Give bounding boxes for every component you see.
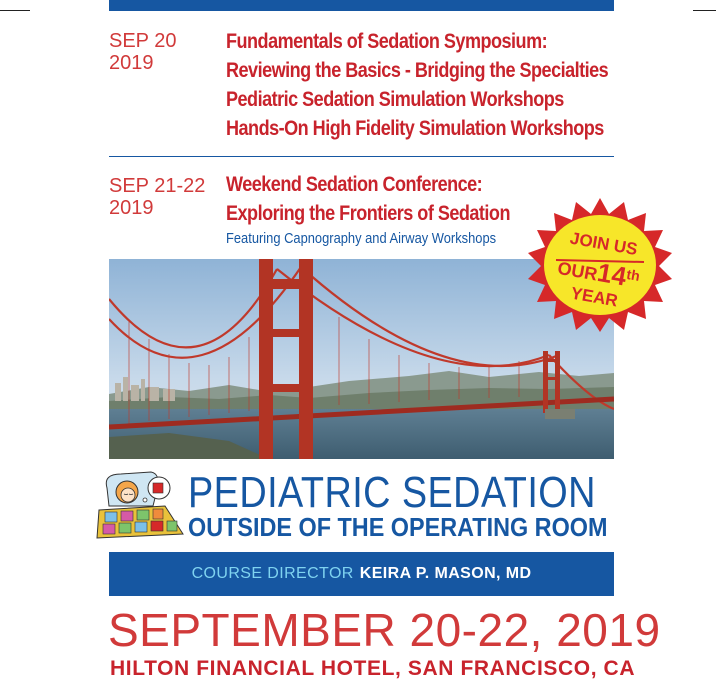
badge-our: OUR bbox=[556, 257, 599, 285]
event-date-banner: SEPTEMBER 20-22, 2019 bbox=[108, 604, 661, 656]
top-accent-bar bbox=[109, 0, 614, 11]
event-1-title-4: Hands-On High Fidelity Simulation Workshops bbox=[226, 117, 604, 140]
badge-text bbox=[515, 184, 685, 346]
badge-line-1: JOIN US bbox=[568, 228, 639, 260]
starburst-badge bbox=[526, 196, 674, 334]
mascot-drawing bbox=[95, 466, 185, 544]
main-title: PEDIATRIC SEDATION bbox=[188, 468, 596, 517]
event-1-date-year: 2019 bbox=[109, 52, 154, 74]
course-director-name: KEIRA P. MASON, MD bbox=[359, 565, 532, 582]
course-director-label: COURSE DIRECTOR bbox=[191, 565, 354, 582]
event-1-details bbox=[226, 27, 670, 143]
badge-line-3: YEAR bbox=[569, 283, 620, 311]
event-1-title-3: Pediatric Sedation Simulation Workshops bbox=[226, 88, 564, 111]
event-2-subtitle: Featuring Capnography and Airway Workshops bbox=[226, 230, 497, 247]
event-2-date bbox=[109, 175, 205, 219]
event-2-title-1: Weekend Sedation Conference: bbox=[226, 173, 483, 196]
event-divider bbox=[109, 156, 614, 157]
badge-ordinal: th bbox=[625, 265, 642, 284]
event-2-date-day: SEP 21-22 bbox=[109, 175, 206, 197]
event-2-title-2: Exploring the Frontiers of Sedation bbox=[226, 202, 510, 225]
main-subtitle: OUTSIDE OF THE OPERATING ROOM bbox=[188, 512, 608, 542]
badge-number: 14 bbox=[595, 256, 629, 292]
sleeping-child-illustration bbox=[95, 466, 185, 544]
event-1-title-1: Fundamentals of Sedation Symposium: bbox=[226, 30, 548, 53]
event-2-details bbox=[226, 170, 556, 248]
venue-text: HILTON FINANCIAL HOTEL, SAN FRANCISCO, CA bbox=[110, 657, 636, 680]
event-1-date-day: SEP 20 bbox=[109, 30, 177, 52]
crop-mark-left bbox=[0, 10, 30, 11]
event-1-date bbox=[109, 30, 176, 74]
crop-mark-right bbox=[693, 10, 716, 11]
event-2-date-year: 2019 bbox=[109, 197, 154, 219]
course-director-bar bbox=[109, 552, 614, 596]
event-1-title-2: Reviewing the Basics - Bridging the Specialties bbox=[226, 59, 609, 82]
